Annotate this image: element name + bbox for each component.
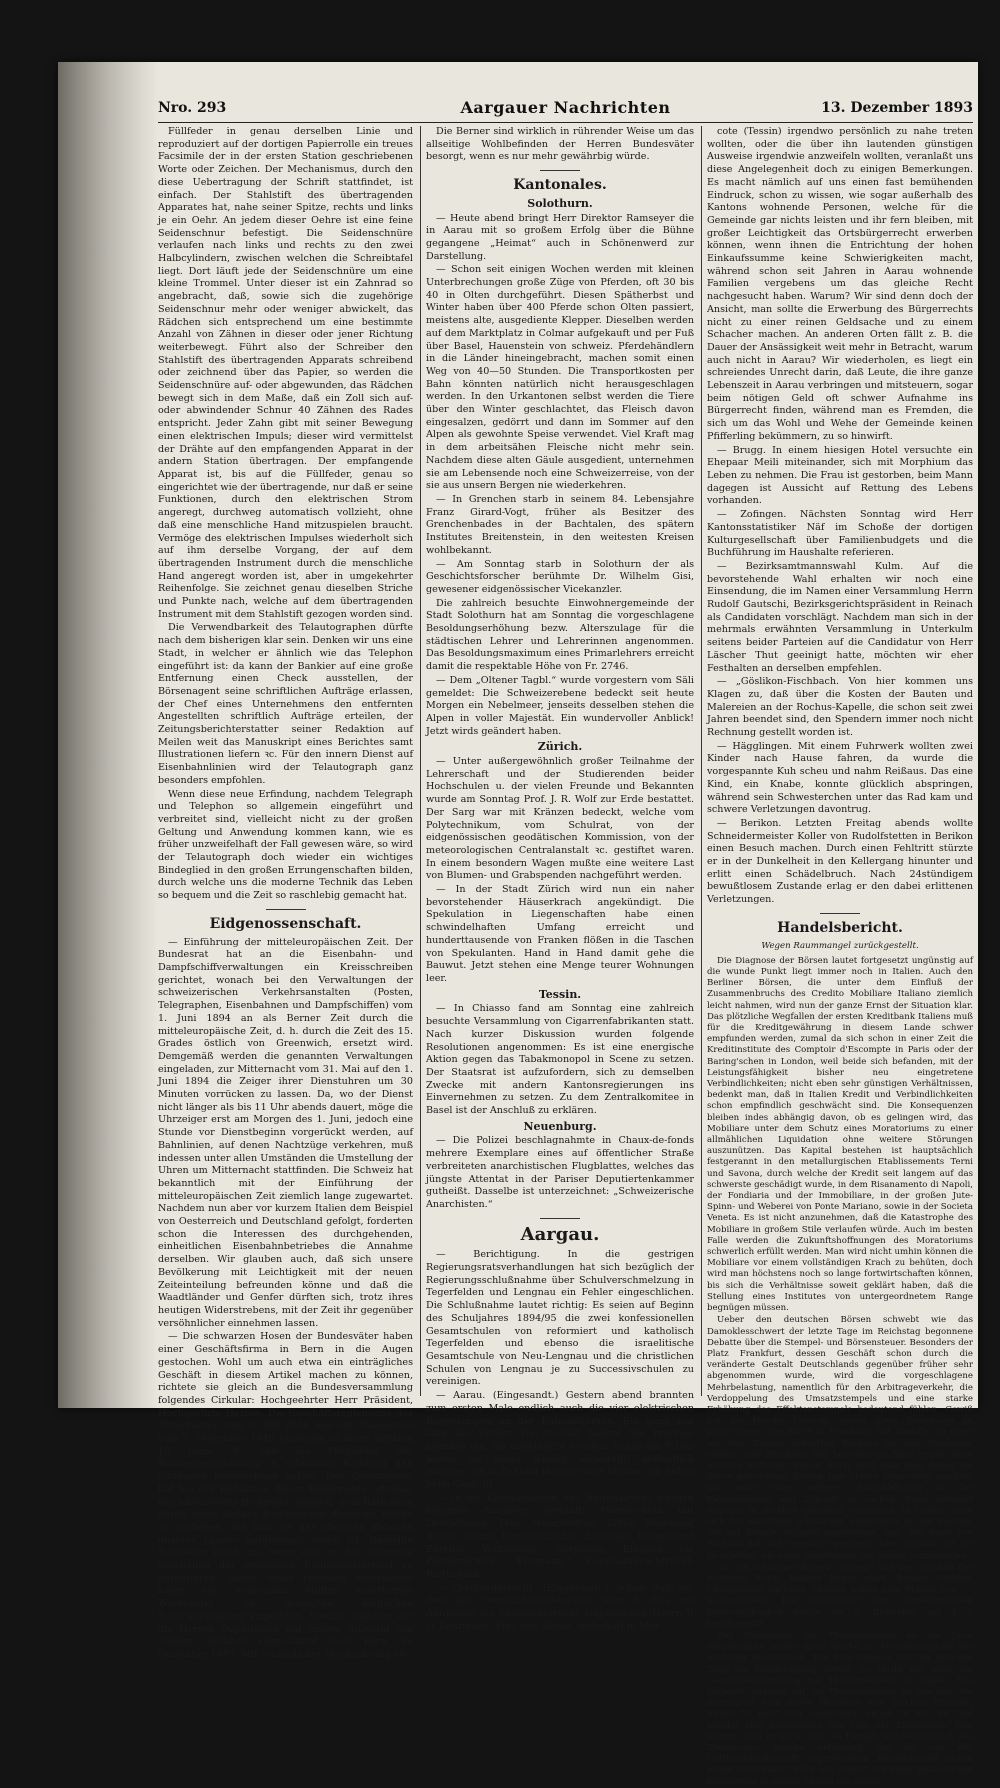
paragraph: — Unter außergewöhnlich großer Teilnahme der Lehrerschaft und der Studierenden beider Hochschulen u. der vielen Freunde und Bekannten wurde am Sonntag Prof. J. R. Wolf zur Erde bestattet. Der Sarg war mit Kränzen bedeckt, welche vom Polytechnikum, vom Schulrat, von der eidgenössischen geodätischen Kommission, von der meteorologischen Centralanstalt ꝛc. gestiftet waren. In einem besondern Wagen mußte eine weitere Last von Blumen- und Grabspenden nachgeführt werden.	[426, 756, 694, 882]
column-rule	[420, 126, 421, 1396]
subsection-heading: Tessin.	[538, 987, 582, 1001]
paragraph: — Bezirksamtmannswahl Kulm. Auf die bevorstehende Wahl erhalten wir noch eine Einsendung, die im Namen einer Versammlung Herrn Rudolf Gautschi, Bezirksgerichtspräsident in Reinach als Candidaten vorschlägt. Nachdem man sich in der mehrmals erwähnten Versammlung in Unterkulm seitens beider Parteien auf die Candidatur von Herr Läscher Thut geeinigt hatte, möchten wir eher Festhalten an derselben empfehlen.	[707, 560, 973, 674]
section-divider	[820, 913, 860, 914]
column-2	[426, 126, 694, 1632]
paragraph: — In der Stadt Zürich wird nun ein naher bevorstehender Häuserkrach angekündigt. Die Spekulation in Liegenschaften habe einen schwindelhaften Umfang erreicht und hunderttausende von Franken flößen in die Taschen von Spekulanten. Hand in Hand damit gehe die Bauwut. Jetzt stehen eine Menge teurer Wohnungen leer.	[426, 884, 694, 984]
paragraph: — Heute abend bringt Herr Direktor Ramseyer die in Aarau mit so großem Erfolg über die Bühne gegangene „Heimat“ auch in Schönenwerd zur Darstellung.	[426, 212, 694, 262]
newspaper-page	[58, 62, 978, 1787]
paragraph: Wenn diese neue Erfindung, nachdem Telegraph und Telephon so allgemein eingeführt und verbreitet sind, vielleicht nicht zu der großen Geltung und Anwendung kommen kann, wie es früher unzweifelhaft der Fall gewesen wäre, so wird der Telautograph doch wieder ein wichtiges Bindeglied in den großen Errungenschaften bilden, durch welche uns die moderne Technik das Leben so bequem und die Zeit so raschlebig gemacht hat.	[158, 788, 413, 902]
paragraph: — Einführung der mitteleuropäischen Zeit. Der Bundesrat hat an die Eisenbahn- und Dampfschiffverwaltungen ein Kreisschreiben gerichtet, wonach bei den Verwaltungen der schweizerischen Verkehrsanstalten (Posten, Telegraphen, Eisenbahnen und Dampfschiffen) vom 1. Juni 1894 an als Berner Zeit durch die mitteleuropäische Zeit, d. h. durch die Zeit des 15. Grades östlich von Greenwich, ersetzt wird. Demgemäß werden die genannten Verwaltungen eingeladen, zur Mitternacht vom 31. Mai auf den 1. Juni 1894 die Zeiger ihrer Dienstuhren um 30 Minuten vorrücken zu lassen. Da, wo der Dienst nicht länger als bis 11 Uhr abends dauert, möge die Uhrzeiger erst am Morgen des 1. Juni, jedoch eine Stunde vor Dienstbeginn vorgerückt werden, auf Bahnlinien, auf denen Nachtzüge verkehren, muß indessen unter allen Umständen die Umstellung der Uhren um Mitternacht stattfinden. Die Schweiz hat bekanntlich mit der Einführung der mitteleuropäischen Zeit ziemlich lange zugewartet. Nachdem nun aber vor kurzem Italien dem Beispiel von Oesterreich und Deutschland gefolgt, forderten schon die Interessen des durchgehenden, einheitlichen Eisenbahnbetriebes die Annahme derselben. Wir glauben auch, daß sich unsere Bevölkerung mit Leichtigkeit mit der neuen Zeiteinteilung befreunden könne und daß die Waadtländer und Genfer dürften sich, trotz ihres heutigen Widerstrebens, mit der Zeit ihr gegenüber versöhnlicher einnehmen lassen.	[158, 936, 413, 1329]
subsection-heading: Neuenburg.	[523, 1119, 597, 1133]
editorial-note: Wegen Raummangel zurückgestellt.	[761, 940, 919, 951]
paragraph: — Schon seit einigen Wochen werden mit kleinen Unterbrechungen große Züge von Pferden, oft 30 bis 40 in Olten durchgeführt. Diesen Spätherbst und Winter haben über 400 Pferde schon Olten passiert, meistens alte, ausgediente Klepper. Dieselben werden auf dem Marktplatz in Colmar aufgekauft und per Fuß über Basel, Hauenstein von schweiz. Pferdehändlern in die Länder hineingebracht, machen somit einen Weg von 40—50 Stunden. Die Transportkosten per Bahn könnten natürlich nicht herausgeschlagen werden. In den Urkantonen selbst werden die Tiere über den Winter geschlachtet, das Fleisch davon eingesalzen, gedörrt und dann im Sommer auf den Alpen als gewohnte Speise verwendet. Viel Kraft mag in dem arbeitsähen Fleische nicht mehr sein. Nachdem diese alten Gäule ausgedient, unternehmen sie am Lebensende noch eine Schweizerreise, von der sie aus unsern Bergen nie wiederkehren.	[426, 264, 694, 492]
paragraph: — Hägglingen. Mit einem Fuhrwerk wollten zwei Kinder nach Hause fahren, da wurde die vorgespannte Kuh scheu und nahm Reißaus. Das eine Kind, ein Knabe, konnte glücklich abspringen, während sein Schwesterchen unter das Rad kam und schwere Verletzungen davontrug.	[707, 740, 973, 816]
paragraph: — Ortsbürgerrecht. (Eingesandt.) Schon daß wir dem laut Gemeinderatsbeschluß vom 8. dies zur Aufnahme ins Ortsbürgerrecht empfohlenen Herrn P. O. Lahrmann, Priv. von Altona, wohnhaft in Mor-	[426, 1582, 694, 1632]
section-divider	[540, 170, 580, 171]
page-header	[158, 98, 973, 123]
paragraph: — In Grenchen starb in seinem 84. Lebensjahre Franz Girard-Vogt, früher als Besitzer des Grenchenbades in der Bachtalen, des spätern Institutes Breitenstein, in den weitesten Kreisen wohlbekannt.	[426, 493, 694, 556]
paragraph: — In die Kommissionen des Nationalrates wurden folgende Aargauer gewählt: Patentschutz mit Deutschland: Frey. Münzvertrag: Lüthy. Rechtsauf Arbeit: Künzli. Rheinschiffahrt: Zschokke. Berner und Zürcher Verfassung: Ursprung. Eingabe für Pferdezüchter: Erismann. Eisenbahnfrachtrecht: Rietlisbach.	[426, 1492, 694, 1580]
paragraph: cote (Tessin) irgendwo persönlich zu nahe treten wollten, oder die über ihn lautenden günstigen Ausweise irgendwie anzweifeln wollten, veranlaßt uns diese Angelegenheit doch zu einigen Bemerkungen. Es macht nämlich auf uns einen fast bemühenden Eindruck, schon zu wissen, wie sogar außerhalb des Kantons wohnende Personen, welche für die Gemeinde gar nichts leisten und ihr fern bleiben, mit großer Leichtigkeit das Ortsbürgerrecht erwerben können, wenn ihnen die Entrichtung der hohen Einkaufssumme keine Schwierigkeiten macht, während schon seit Jahren in Aarau wohnende Familien vergebens um das gleiche Recht nachgesucht haben. Warum? Wir sind denn doch der Ansicht, man sollte die Erwerbung des Bürgerrechts nicht zu einer reinen Geldsache und zu einem Schacher machen. An anderen Orten fällt z. B. die Dauer der Ansässigkeit weit mehr in Betracht, warum auch nicht in Aarau? Wir wiederholen, es liegt ein schreiendes Unrecht darin, daß Leute, die ihre ganze Lebenszeit in Aarau verbringen und mitsteuern, sogar beim nötigen Geld oft schwer Aufnahme ins Bürgerrecht finden, während man es Fremden, die sich um das Wohl und Wehe der Gemeinde keinen Pfifferling bekümmern, zu so hinwirft.	[707, 126, 973, 442]
column-1	[158, 126, 413, 1660]
paragraph: — Berikon. Letzten Freitag abends wollte Schneidermeister Koller von Rudolfstetten in Berikon einen Besuch machen. Durch einen Fehltritt stürzte er in der Dunkelheit in den Kellergang hinunter und erlitt einen Schädelbruch. Nach 24stündigem bewußtlosem Zustande erlag er den dabei erlittenen Verletzungen.	[707, 817, 973, 906]
section-heading: Aargau.	[520, 1223, 600, 1245]
paragraph: — Aarau. (Eingesandt.) Gestern abend brannten zum ersten Male endlich auch die vier elektrischen Bogenlampen an der Bahnhofstraße. Ein gang wie lang die Bürger sie ersehnt haben! Sie brennen ziemlich gut, sie angebracht wurden. Schon um 9 Uhr waren sie leider wieder abgestellt; hoffentlich leuchten sie in Zukunft länger, sonst bleiben wir lieber beim Gaslicht.	[426, 1390, 694, 1491]
paragraph: Der Uebergang der Thunerseebahn an die Jura-Simplonbahn wurde diese Woche im Verwaltungsrate der letzteren beschlossen. Die Jura-Simplon hat am gleichen Tage die Ermächtigung erteilt. Es bleibt nur noch die Generalversammlung der Thunerseebahn zu fragen. Das folgende Angebot auf die Thunerseebahn zu machen: Sie übernimmt eine dritte Hypothek von 300,000 Franken, ferner 93 nicht voll eingezahlte Aktien zu 500 Fr. und bezahlt eine Kommission von 10% der Einnahmen. Nun kommt noch möglich, daß die Dampfschiff-Gesellschaft des Thunersees, welche anfänglich die ihr von der Gotthardgesellschaft angewiesenen Brudenhandel schon probe zurückwies, wohl aus Furcht vor einer gefährlichen Konkurrenz in letzter Stunde mit einem	[707, 1630, 973, 1787]
paragraph: — Am Sonntag starb in Solothurn der als Geschichtsforscher berühmte Dr. Wilhelm Gisi, gewesener eidgenössischer Vicekanzler.	[426, 558, 694, 595]
paragraph: Füllfeder in genau derselben Linie und reproduziert auf der dortigen Papierrolle ein treues Facsimile der in der ersten Station geschriebenen Worte oder Zeichen. Der Mechanismus, durch den diese Uebertragung der Schrift stattfindet, ist einfach. Der Stahlstift des übertragenden Apparates hat, nahe seiner Spitze, rechts und links je ein Oehr. An jedem dieser Oehre ist eine feine Seidenschnur befestigt. Die Seidenschnüre verlaufen nach links und rechts zu den zwei Halbcylindern, zwischen welchen die Schreibtafel liegt. Dort läuft jede der Seidenschnüre um eine kleine Trommel. Unter dieser ist ein Zahnrad so angebracht, daß, sowie sich die zugehörige Seidenschnur mehr oder weniger abwickelt, das Rädchen sich entsprechend um eine bestimmte Anzahl von Zähnen in dieser oder jener Richtung weiterbewegt. Führt also der Schreiber den Stahlstift des übertragenden Apparats schreibend oder zeichnend über das Papier, so werden die Seidenschnüre auf- oder abgewunden, das Rädchen bewegt sich in dem Maße, daß ein Zoll sich auf- oder abwindender Schnur 40 Zähnen des Rades entspricht. Jeder Zahn gibt mit seiner Bewegung einen elektrischen Impuls; dieser wird vermittelst der Drähte auf den empfangenden Apparat in der andern Station übertragen. Der empfangende Apparat ist, bis auf die Füllfeder, genau so eingerichtet wie der übertragende, nur daß er seine Funktionen, durch den elektrischen Strom angeregt, durchweg automatisch vollzieht, ohne daß eine menschliche Hand mitzuspielen braucht. Vermöge des elektrischen Impulses wiederholt sich auf ihm derselbe Vorgang, der auf dem übertragenden Instrument durch die menschliche Hand angeregt worden ist, aber in umgekehrter Reihenfolge. Sie zeichnet genau dieselben Striche und Punkte nach, welche auf dem übertragenden Instrument mit dem Stahlstift gezogen worden sind.	[158, 126, 413, 620]
paragraph: An den Schweizer Börsen „erfreut“ sich das Geschäft der festesten Ruhe. Bahnen liegen matt, Banken leichter, Obligationen wichend. Chamer haben eine Prämie von ⁴⁄₁₀ nachgelassen. Der Diskontsatz der schweizerischen Emissionsbanken wurde am 5. Dezember auf 4½% herabgesetzt.	[707, 1562, 973, 1629]
section-heading: Kantonales.	[513, 177, 607, 194]
paragraph: — In Chiasso fand am Sonntag eine zahlreich besuchte Versammlung von Cigarrenfabrikanten statt. Nach kurzer Diskussion wurden folgende Resolutionen angenommen: Es ist eine energische Aktion gegen das Tabakmonopol in Scene zu setzen. Der Staatsrat ist aufzufordern, sich zu demselben Zwecke mit andern Kantonsregierungen ins Einvernehmen zu setzen. Zu dem Zentralkomitee in Basel ist der Anschluß zu erklären.	[426, 1003, 694, 1117]
section-heading: Eidgenossenschaft.	[209, 915, 362, 932]
paragraph: Ueber den deutschen Börsen schwebt wie das Damoklesschwert der letzte Tage im Reichstag begonnene Debatte über die Stempel- und Börsensteuer. Besonders der Platz Frankfurt, dessen Geschäft schon durch die veränderte Gestalt Deutschlands gegenüber früher sehr abgenommen wurde, wird die vorgeschlagene Mehrbelastung, namentlich für den Arbitrageverkehr, die Verdoppelung des Umsatzstempels und eine starke Erhöhung des Effektenstempels bedeutend fühlen. Gewiß hat der Handel Unrecht, gegen diese Vorschläge zu protestieren. Die Börse in Frankfurt hat überdies in einer auf ihre Kosten geführten Eingabe an den Bundesrat erklärt, daß Frankfurt mit besonderem Eifer gegen diese Steuern auftreten werde. Auch wird man dem gegen die Börse gerichteten Antrag hier starke Opposition machen, um nicht ohne weiteres Entschädigung in der Kapitalbildung und Zukunft zu suchen. Paris verkehrt dagegen in ziemlich günstiger Stimmung. In London zeigt sich die Marktlage schwächer, namentlich in den Kreisen, die auf fremde Anlagen angewiesen sind. Die Bank von England hat sich veranlaßt gesehen, ihren Diskont auf 3% zu erhöhen, um einer Abströmung des Goldes vorzubeugen.	[707, 1315, 973, 1561]
paragraph: Die zahlreich besuchte Einwohnergemeinde der Stadt Solothurn hat am Sonntag die vorgeschlagene Besoldungserhöhung bezw. Alterszulage für die städtischen Lehrer und Lehrerinnen angenommen. Das Besoldungsmaximum eines Primarlehrers erreicht damit die respektable Höhe von Fr. 2746.	[426, 597, 694, 673]
section-divider	[266, 909, 306, 910]
paragraph: Die Diagnose der Börsen lautet fortgesetzt ungünstig auf die wunde Punkt liegt immer noch in Italien. Auch den Berliner Börsen, die unter dem Einfluß der Zusammenbruchs des Credito Mobiliare Italiano ziemlich leicht nahmen, wird nun der ganze Ernst der Situation klar. Das plötzliche Wegfallen der ersten Kreditbank Italiens muß für die Kreditgewährung in diesem Lande schwer empfunden werden, zumal da sich schon in einer Zeit die Kreditinstitute des Comptoir d'Escompte in Paris oder der Baring'schen in London, weil beide sich befanden, mit der Leistungsfähigkeit bisher neu eingetretene Verbindlichkeiten; nicht eben sehr günstigen Verhältnissen, bedenkt man, daß in Italien Kredit und Verbindlichkeiten schon empfindlich geschwächt sind. Die Konsequenzen bleiben indes abhängig davon, ob es gelingen wird, das Mobiliare unter dem Schutz eines Moratoriums zu einer allmählichen Liquidation ohne weitere Störungen auszunützen. Das Kapital bestehen ist hauptsächlich festgerannt in den metallurgischen Etablissements Terni und Savona, durch welche der Kredit seit langem auf das schwerste geschädigt wurde, in dem Risanamento di Napoli, der Fondiaria und der Immobiliare, in der großen Jute-Spinn- und Weberei von Ponte Mariano, sowie in der Societa Veneta. Es ist nicht anzunehmen, daß die Katastrophe des Mobiliare in großem Stile verlaufen würde. Auch im besten Falle werden die Zukunftshoffnungen des Moratoriums schwerlich erfüllt werden. Man wird nicht umhin können die Mobiliare vor einem vollständigen Krach zu behüten, doch wird man höchstens noch so lange fortwirtschaften können, bis sich die Verhältnisse soweit geklärt haben, daß die Stellung eines Institutes von untergeordnetem Range begnügen müssen.	[707, 955, 973, 1314]
paragraph: — „Göslikon-Fischbach. Von hier kommen uns Klagen zu, daß über die Kosten der Bauten und Malereien an der Rochus-Kapelle, die schon seit zwei Jahren beendet sind, den Spendern immer noch nicht Rechnung gestellt worden ist.	[707, 676, 973, 739]
section-divider	[540, 1218, 580, 1219]
paragraph: — Brugg. In einem hiesigen Hotel versuchte ein Ehepaar Meili miteinander, sich mit Morphium das Leben zu nehmen. Die Frau ist gestorben, beim Mann dagegen ist Aussicht auf Rettung des Lebens vorhanden.	[707, 444, 973, 507]
paragraph: Die Verwendbarkeit des Telautographen dürfte nach dem bisherigen klar sein. Denken wir uns eine Stadt, in welcher er ähnlich wie das Telephon eingeführt ist: da kann der Bankier auf eine große Entfernung einen Check ausstellen, der Börsenagent seine schriftlichen Aufträge erlassen, der Chef eines Unternehmens den entfernten Angestellten schriftlich Aufträge erteilen, der Zeitungsberichterstatter seiner Redaktion auf Meilen weit das Manuskript eines Berichtes samt Illustrationen liefern ꝛc. Für den innern Dienst auf Eisenbahnlinien wird der Telautograph ganz besonders empfohlen.	[158, 622, 413, 786]
column-rule	[701, 126, 702, 1396]
paragraph: — Zofingen. Nächsten Sonntag wird Herr Kantonsstatistiker Näf im Schoße der dortigen Kulturgesellschaft über Familienbudgets und die Buchführung im Haushalte referieren.	[707, 509, 973, 559]
issue-date: 13. Dezember 1893	[821, 100, 973, 116]
paragraph: — Die Polizei beschlagnahmte in Chaux-de-fonds mehrere Exemplare eines auf öffentlicher Straße verbreiteten anarchistischen Flugblattes, welches das jüngste Attentat in der Pariser Deputiertenkammer gutheißt. Dasselbe ist unterzeichnet: „Schweizerische Anarchisten.“	[426, 1135, 694, 1210]
masthead: Aargauer Nachrichten	[460, 98, 671, 117]
article-columns	[158, 126, 973, 1787]
paragraph: — Berichtigung. In die gestrigen Regierungsratsverhandlungen hat sich bezüglich der Regierungsschlußnahme über Schulverschmelzung in Tegerfelden und Lengnau ein Fehler eingeschlichen. Die Schlußnahme lautet richtig: Es seien auf Beginn des Schuljahres 1894/95 die zwei konfessionellen Gesamtschulen von reformiert und katholisch Tegerfelden und ebenso die israelitische Gesamtschule von Neu-Lengnau und die christlichen Schulen von Lengnau je zu Successivschulen zu vereinigen.	[426, 1249, 694, 1388]
subsection-heading: Solothurn.	[527, 196, 593, 210]
book-spine	[58, 62, 158, 1408]
paragraph: Die Berner sind wirklich in rührender Weise um das allseitige Wohlbefinden der Herren Bundesväter besorgt, wenn es nur mehr gewährbig würde.	[426, 126, 694, 163]
issue-number: Nro. 293	[158, 100, 227, 116]
paragraph: — Die schwarzen Hosen der Bundesväter haben einer Geschäftsfirma in Bern in die Augen gestochen. Wohl um auch etwa ein einträgliches Geschäft in diesem Artikel machen zu können, richtete sie gleich an die Bundesversammlung folgendes Cirkular: Hochgeehrter Herr Präsident, Hochgeehrte Herren. Die Geschäftsreglemente des Nationalrats vom 9. Juli 1850 und des Ständerats vom 7. Dezember 1849 bezeugen in ihren Artikeln 10 bezw. 9, daß die Mitglieder der Bundesversammlung in schwarzer Kleidung den Sitzungen beizuwohnen haben. Den Gesetzgeber hat bei der Redaktion dieser Reglemente offenbar das lobenswerte Bestreben geleitet, dem Rate auch durch seine äußere Erscheinung diejenige Würde zu verleihen, die ihm als der obersten Behörde unseres Landes naturgemäß eigen ist. Dasselbe Bestreben leitet uns, wenn wir, um das strengste Innehalten der genannten Reglementsartikel zu garantieren, Ihnen unser reichlich assortiertes Lager von schwarzen Stoffen assortiertes Warenlager zu geneigten käuflichen Berücksichtigung empfehlen. Speziell machen wir die Herren Deputierten auf unsere Auswahl von Stoffen reichlich ausgestattet sind. Bern, im Dezember 1893. Mit vorzüglicher Hochachtung etc.	[158, 1331, 413, 1660]
column-3	[707, 126, 973, 1787]
paragraph: — Dem „Oltener Tagbl.“ wurde vorgestern vom Säli gemeldet: Die Schweizerebene bedeckt seit heute Morgen ein Nebelmeer, jenseits desselben stehen die Alpen in voller Majestät. Ein wundervoller Anblick! Jetzt wirds geändert haben.	[426, 674, 694, 737]
section-heading: Handelsbericht.	[777, 919, 903, 936]
subsection-heading: Zürich.	[537, 740, 583, 754]
